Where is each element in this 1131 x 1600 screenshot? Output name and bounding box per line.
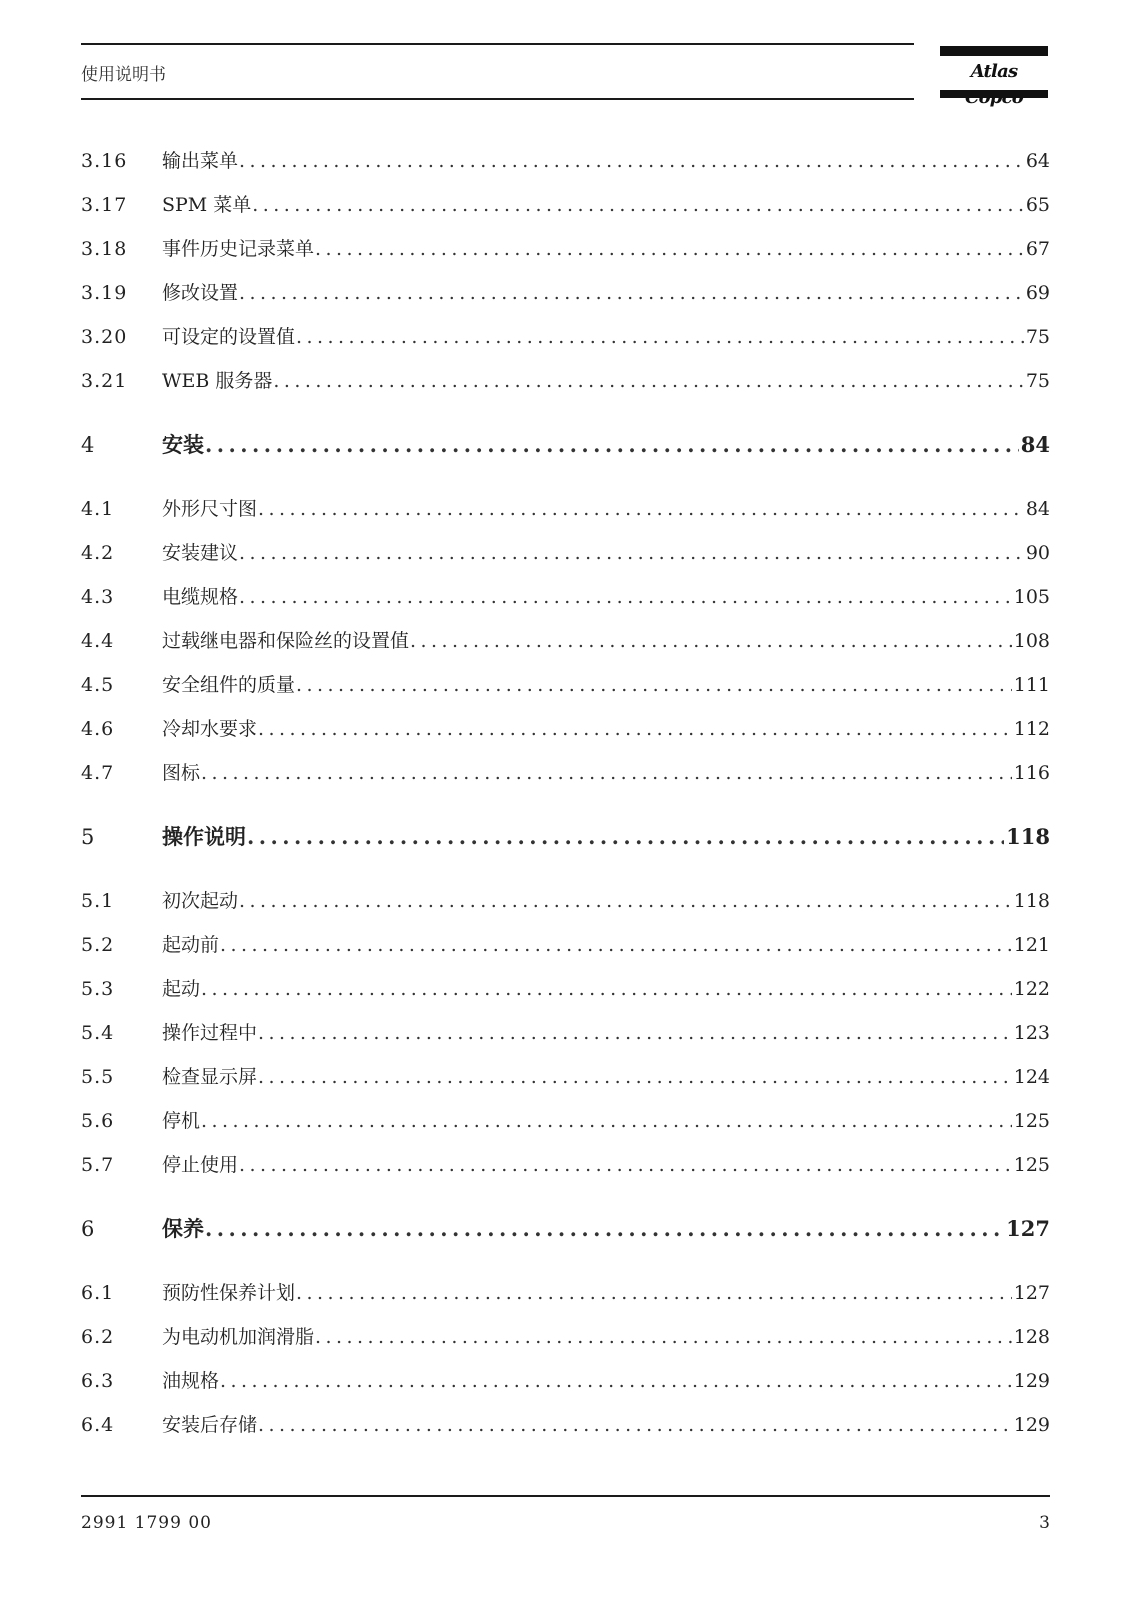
toc-entry-page: 122 <box>1013 978 1050 1000</box>
toc-entry-number: 3.21 <box>81 370 128 392</box>
toc-dot-leader <box>258 714 1012 744</box>
header-rule-top <box>81 43 914 45</box>
toc-entry-line <box>162 758 1050 788</box>
toc-dot-leader <box>201 974 1012 1004</box>
toc-entry-line <box>162 430 1050 460</box>
toc-entry-title: 操作过程中 <box>162 1022 258 1044</box>
toc-entry-line <box>162 190 1050 220</box>
toc-entry-title: 预防性保养计划 <box>162 1282 296 1304</box>
toc-entry-line <box>162 1150 1050 1180</box>
toc-entry-page: 67 <box>1025 238 1050 260</box>
logo-text: Atlas <box>970 61 1018 82</box>
toc-entry-title: 安装后存储 <box>162 1414 258 1436</box>
atlas-copco-logo <box>940 46 1048 100</box>
toc-section-entry[interactable] <box>81 1062 1050 1092</box>
toc-section-entry[interactable] <box>81 146 1050 176</box>
toc-entry-line <box>162 1214 1050 1244</box>
toc-entry-title: 可设定的设置值 <box>162 326 296 348</box>
toc-entry-title: 冷却水要求 <box>162 718 258 740</box>
toc-section-entry[interactable] <box>81 670 1050 700</box>
toc-entry-number: 4 <box>81 433 96 457</box>
toc-entry-number: 5 <box>81 825 96 849</box>
toc-entry-line <box>162 886 1050 916</box>
toc-dot-leader <box>252 190 1024 220</box>
toc-entry-number: 3.20 <box>81 326 128 348</box>
toc-entry-page: 112 <box>1013 718 1050 740</box>
toc-entry-line <box>162 146 1050 176</box>
toc-section-entry[interactable] <box>81 1410 1050 1440</box>
toc-entry-page: 124 <box>1013 1066 1050 1088</box>
toc-entry-page: 64 <box>1025 150 1050 172</box>
toc-section-entry[interactable] <box>81 1018 1050 1048</box>
toc-entry-line <box>162 538 1050 568</box>
toc-entry-line <box>162 278 1050 308</box>
toc-entry-title: 起动 <box>162 978 201 1000</box>
document-title: 使用说明书 <box>81 65 166 85</box>
toc-entry-page: 118 <box>1006 824 1050 849</box>
toc-entry-page: 127 <box>1006 1216 1050 1241</box>
toc-chapter-entry[interactable] <box>81 822 1050 852</box>
toc-entry-number: 3.16 <box>81 150 128 172</box>
toc-entry-title: 输出菜单 <box>162 150 239 172</box>
toc-entry-page: 125 <box>1013 1110 1050 1132</box>
toc-chapter-entry[interactable] <box>81 1214 1050 1244</box>
toc-entry-line <box>162 626 1050 656</box>
toc-entry-title: 安装建议 <box>162 542 239 564</box>
toc-entry-number: 5.4 <box>81 1022 115 1044</box>
toc-entry-title: 停止使用 <box>162 1154 239 1176</box>
toc-entry-title: 停机 <box>162 1110 201 1132</box>
toc-entry-title: 操作说明 <box>162 824 246 849</box>
toc-dot-leader <box>247 822 1004 852</box>
toc-entry-page: 123 <box>1013 1022 1050 1044</box>
toc-entry-number: 3.19 <box>81 282 128 304</box>
toc-entry-page: 108 <box>1013 630 1050 652</box>
toc-section-entry[interactable] <box>81 714 1050 744</box>
toc-section-entry[interactable] <box>81 278 1050 308</box>
toc-section-entry[interactable] <box>81 190 1050 220</box>
toc-entry-page: 125 <box>1013 1154 1050 1176</box>
toc-dot-leader <box>258 494 1024 524</box>
toc-entry-title: 图标 <box>162 762 201 784</box>
toc-section-entry[interactable] <box>81 974 1050 1004</box>
toc-dot-leader <box>296 1278 1012 1308</box>
toc-entry-page: 121 <box>1013 934 1050 956</box>
toc-dot-leader <box>258 1062 1012 1092</box>
toc-section-entry[interactable] <box>81 1278 1050 1308</box>
toc-section-entry[interactable] <box>81 366 1050 396</box>
toc-entry-title: 初次起动 <box>162 890 239 912</box>
toc-entry-page: 69 <box>1025 282 1050 304</box>
toc-section-entry[interactable] <box>81 1150 1050 1180</box>
toc-dot-leader <box>239 538 1024 568</box>
toc-entry-title: 外形尺寸图 <box>162 498 258 520</box>
toc-entry-number: 4.1 <box>81 498 115 520</box>
toc-entry-line <box>162 1106 1050 1136</box>
toc-dot-leader <box>201 758 1012 788</box>
toc-entry-line <box>162 714 1050 744</box>
toc-entry-page: 90 <box>1025 542 1050 564</box>
toc-entry-number: 5.7 <box>81 1154 115 1176</box>
footer-rule <box>81 1495 1050 1497</box>
toc-entry-line <box>162 670 1050 700</box>
toc-dot-leader <box>220 930 1012 960</box>
toc-entry-title: 起动前 <box>162 934 220 956</box>
toc-entry-line <box>162 822 1050 852</box>
page-number: 3 <box>1039 1513 1050 1533</box>
toc-entry-number: 4.4 <box>81 630 115 652</box>
toc-entry-page: 65 <box>1025 194 1050 216</box>
toc-entry-title: 安装 <box>162 432 204 457</box>
toc-entry-page: 127 <box>1013 1282 1050 1304</box>
toc-entry-title: 保养 <box>162 1216 204 1241</box>
toc-entry-page: 75 <box>1025 326 1050 348</box>
toc-entry-number: 5.1 <box>81 890 115 912</box>
toc-section-entry[interactable] <box>81 930 1050 960</box>
toc-entry-line <box>162 322 1050 352</box>
toc-entry-number: 5.3 <box>81 978 115 1000</box>
toc-dot-leader <box>296 322 1024 352</box>
toc-dot-leader <box>296 670 1012 700</box>
document-number: 2991 1799 00 <box>81 1513 212 1533</box>
toc-section-entry[interactable] <box>81 322 1050 352</box>
logo-bar-top <box>940 46 1048 56</box>
toc-entry-number: 6.1 <box>81 1282 115 1304</box>
toc-entry-line <box>162 1410 1050 1440</box>
toc-section-entry[interactable] <box>81 626 1050 656</box>
toc-entry-line <box>162 974 1050 1004</box>
toc-entry-line <box>162 366 1050 396</box>
toc-entry-line <box>162 1062 1050 1092</box>
toc-entry-title: 修改设置 <box>162 282 239 304</box>
toc-entry-page: 128 <box>1013 1326 1050 1348</box>
toc-dot-leader <box>315 1322 1012 1352</box>
toc-section-entry[interactable] <box>81 886 1050 916</box>
toc-entry-number: 4.3 <box>81 586 115 608</box>
toc-dot-leader <box>315 234 1024 264</box>
toc-entry-number: 4.5 <box>81 674 115 696</box>
toc-entry-number: 3.18 <box>81 238 128 260</box>
toc-entry-number: 5.6 <box>81 1110 115 1132</box>
toc-dot-leader <box>239 582 1012 612</box>
toc-entry-page: 129 <box>1013 1414 1050 1436</box>
toc-section-entry[interactable] <box>81 538 1050 568</box>
toc-entry-number: 4.7 <box>81 762 115 784</box>
toc-entry-title: 电缆规格 <box>162 586 239 608</box>
toc-section-entry[interactable] <box>81 1366 1050 1396</box>
toc-dot-leader <box>220 1366 1012 1396</box>
toc-section-entry[interactable] <box>81 758 1050 788</box>
toc-dot-leader <box>410 626 1012 656</box>
toc-dot-leader <box>201 1106 1012 1136</box>
toc-section-entry[interactable] <box>81 1322 1050 1352</box>
toc-entry-number: 6 <box>81 1217 96 1241</box>
toc-dot-leader <box>239 278 1024 308</box>
toc-entry-page: 75 <box>1025 370 1050 392</box>
toc-entry-line <box>162 1018 1050 1048</box>
toc-entry-title: 过载继电器和保险丝的设置值 <box>162 630 410 652</box>
toc-entry-page: 129 <box>1013 1370 1050 1392</box>
header-rule-bottom <box>81 98 914 100</box>
toc-entry-line <box>162 234 1050 264</box>
toc-entry-number: 6.3 <box>81 1370 115 1392</box>
toc-section-entry[interactable] <box>81 494 1050 524</box>
toc-entry-number: 6.4 <box>81 1414 115 1436</box>
toc-dot-leader <box>258 1018 1012 1048</box>
toc-entry-page: 84 <box>1025 498 1050 520</box>
toc-chapter-entry[interactable] <box>81 430 1050 460</box>
toc-entry-page: 111 <box>1013 674 1050 696</box>
logo-bar-bottom <box>940 90 1048 98</box>
toc-entry-title: WEB 服务器 <box>162 370 273 392</box>
toc-entry-number: 5.2 <box>81 934 115 956</box>
toc-entry-page: 105 <box>1013 586 1050 608</box>
toc-dot-leader <box>273 366 1023 396</box>
toc-entry-line <box>162 582 1050 612</box>
toc-entry-number: 6.2 <box>81 1326 115 1348</box>
toc-entry-line <box>162 930 1050 960</box>
toc-entry-line <box>162 1366 1050 1396</box>
toc-entry-title: SPM 菜单 <box>162 194 252 216</box>
toc-section-entry[interactable] <box>81 234 1050 264</box>
toc-dot-leader <box>258 1410 1012 1440</box>
toc-entry-number: 4.2 <box>81 542 115 564</box>
toc-entry-page: 84 <box>1020 432 1050 457</box>
toc-entry-title: 事件历史记录菜单 <box>162 238 315 260</box>
toc-entry-title: 油规格 <box>162 1370 220 1392</box>
toc-entry-page: 118 <box>1013 890 1050 912</box>
toc-entry-line <box>162 494 1050 524</box>
toc-section-entry[interactable] <box>81 1106 1050 1136</box>
toc-entry-line <box>162 1322 1050 1352</box>
toc-dot-leader <box>239 1150 1012 1180</box>
toc-dot-leader <box>239 146 1024 176</box>
toc-entry-number: 5.5 <box>81 1066 115 1088</box>
toc-entry-title: 为电动机加润滑脂 <box>162 1326 315 1348</box>
toc-entry-title: 检查显示屏 <box>162 1066 258 1088</box>
toc-entry-number: 3.17 <box>81 194 128 216</box>
toc-entry-line <box>162 1278 1050 1308</box>
toc-dot-leader <box>205 1214 1004 1244</box>
toc-entry-title: 安全组件的质量 <box>162 674 296 696</box>
toc-dot-leader <box>205 430 1019 460</box>
toc-dot-leader <box>239 886 1012 916</box>
toc-entry-page: 116 <box>1013 762 1050 784</box>
toc-entry-number: 4.6 <box>81 718 115 740</box>
toc-section-entry[interactable] <box>81 582 1050 612</box>
